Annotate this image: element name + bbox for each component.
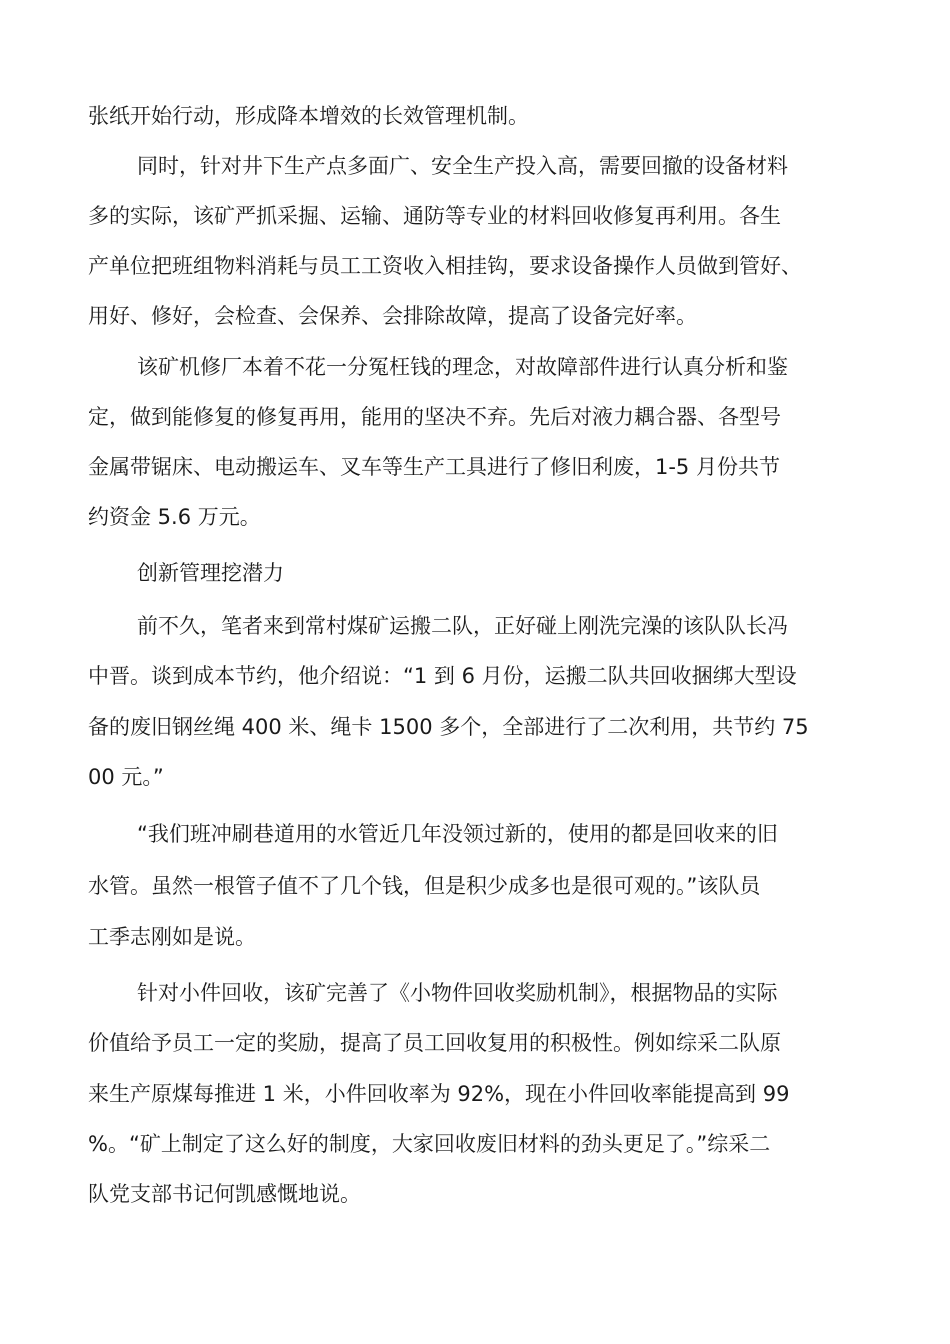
text-line: 备的废旧钢丝绳 400 米、绳卡 1500 多个，全部进行了二次利用，共节约 75 (88, 715, 809, 739)
text-line: 张纸开始行动，形成降本增效的长效管理机制。 (88, 104, 529, 128)
section-heading: 创新管理挖潜力 (137, 561, 284, 585)
text-line: 水管。虽然一根管子值不了几个钱，但是积少成多也是很可观的。”该队员 (88, 874, 761, 898)
text-line: 前不久，笔者来到常村煤矿运搬二队，正好碰上刚洗完澡的该队队长冯 (137, 614, 788, 638)
text-line: 该矿机修厂本着不花一分冤枉钱的理念，对故障部件进行认真分析和鉴 (137, 355, 788, 379)
text-line: 同时，针对井下生产点多面广、安全生产投入高，需要回撤的设备材料 (137, 154, 788, 178)
text-line: 定，做到能修复的修复再用，能用的坚决不弃。先后对液力耦合器、各型号 (88, 405, 781, 429)
text-line: 中晋。谈到成本节约，他介绍说：“1 到 6 月份，运搬二队共回收捆绑大型设 (88, 664, 797, 688)
text-line: %。“矿上制定了这么好的制度，大家回收废旧材料的劲头更足了。”综采二 (88, 1132, 771, 1156)
text-line: 队党支部书记何凯感慨地说。 (88, 1182, 361, 1206)
text-line: 价值给予员工一定的奖励，提高了员工回收复用的积极性。例如综采二队原 (88, 1031, 781, 1055)
text-line: 00 元。” (88, 765, 164, 789)
text-line: “我们班冲刷巷道用的水管近几年没领过新的，使用的都是回收来的旧 (137, 822, 778, 846)
text-line: 来生产原煤每推进 1 米，小件回收率为 92%，现在小件回收率能提高到 99 (88, 1082, 790, 1106)
text-line: 工季志刚如是说。 (88, 925, 256, 949)
text-line: 用好、修好，会检查、会保养、会排除故障，提高了设备完好率。 (88, 304, 697, 328)
text-line: 产单位把班组物料消耗与员工工资收入相挂钩，要求设备操作人员做到管好、 (88, 254, 802, 278)
text-line: 针对小件回收，该矿完善了《小物件回收奖励机制》，根据物品的实际 (137, 981, 778, 1005)
text-line: 约资金 5.6 万元。 (88, 505, 261, 529)
text-line: 金属带锯床、电动搬运车、叉车等生产工具进行了修旧利废，1-5 月份共节 (88, 455, 780, 479)
text-line: 多的实际，该矿严抓采掘、运输、通防等专业的材料回收修复再利用。各生 (88, 204, 781, 228)
